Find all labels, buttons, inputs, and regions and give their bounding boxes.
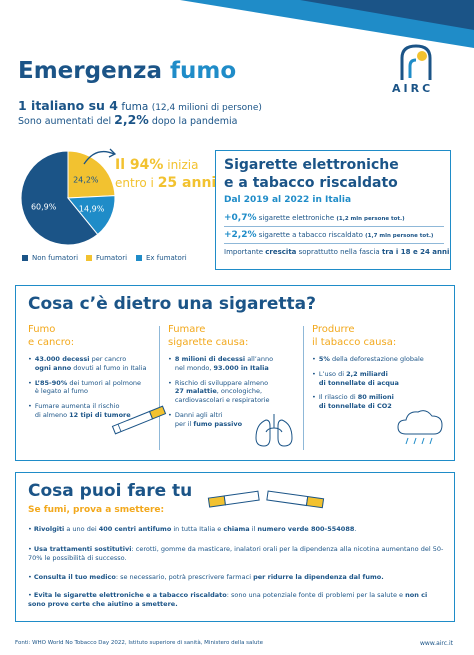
c3-i3-b: 80 milioni (357, 393, 394, 402)
legend-non-fumatori (22, 254, 78, 262)
col-cancer-heading (28, 324, 164, 349)
col-environment-heading-line2: il tabacco causa: (312, 336, 397, 348)
legend-swatch-fumatori (86, 255, 92, 261)
legend-swatch-ex-fumatori (136, 255, 142, 261)
callout-pct: Il 94% (115, 157, 164, 173)
c2-i3-t: Danni agli altri (174, 410, 223, 419)
do-i2-b: Usa trattamenti sostitutivi (33, 545, 132, 553)
do-i3-t: : se necessario, potrà prescrivere farmaci (115, 573, 252, 581)
stat-smokers-bold: 1 italiano su 4 (18, 98, 118, 113)
c2-i3-b: fumo passivo (193, 419, 243, 428)
stat-increase-post: dopo la pandemia (151, 116, 238, 127)
ecig-row3-pre: Importante (224, 248, 264, 256)
page-title (18, 58, 236, 84)
cigarette-icon (108, 404, 170, 436)
list-item: • Il rilascio di 80 milioni di tonnellate di CO2 (312, 393, 394, 411)
c1-i3-b: 12 tipi di tumore (69, 410, 131, 419)
do-heading: Cosa puoi fare tu (28, 481, 193, 501)
list-item: • Fumare aumenta il rischio di almeno 12 tipi di tumore (28, 402, 131, 419)
do-i3-b2: per ridurre la dipendenza dal fumo. (253, 573, 384, 581)
do-i1-b4: numero verde 800-554088 (257, 525, 355, 533)
cloud-co2-icon (396, 406, 448, 446)
legend-label-ex-fumatori: Ex fumatori (146, 254, 187, 262)
list-item: • Rivolgiti a uno dei 400 centri antifumo in tutta Italia e chiama il numero verde 800-554088. (28, 525, 357, 533)
title-part1: Emergenza (18, 58, 162, 84)
pie-slice-fumatori-label: 24,2% (73, 175, 99, 185)
ecig-row3 (224, 248, 449, 256)
do-i4-b: Evita le sigarette elettroniche e a tabacco riscaldato (33, 591, 227, 599)
ecig-title-line2: e a tabacco riscaldato (224, 174, 398, 191)
col-health-heading-line1: Fumare (168, 324, 206, 335)
ecig-row1-text: sigarette elettroniche (258, 214, 335, 222)
c2-i2-t3: cardiovascolari e respiratorie (174, 396, 270, 405)
legend-label-non-fumatori: Non fumatori (32, 254, 79, 262)
ecig-title (224, 157, 399, 192)
stat-increase-pre: Sono aumentati del (18, 116, 112, 127)
column-divider-2 (303, 326, 304, 450)
col-environment-heading (312, 324, 448, 349)
c1-i1-t: per cancro (91, 355, 127, 363)
callout-rest1: inizia (167, 158, 199, 172)
c2-i2-t2: , oncologiche, (216, 387, 263, 396)
ecig-row2-small: (1,7 mln persone tot.) (365, 233, 434, 239)
list-item: • 5% della deforestazione globale (312, 355, 424, 363)
c1-i3-t2: di almeno (34, 410, 68, 419)
footer-sources: Fonti: WHO World No Tobacco Day 2022, Istituto superiore di sanità, Ministero della salute (15, 640, 263, 646)
do-i1-t4: . (354, 525, 357, 533)
title-part2: fumo (169, 58, 237, 84)
ecig-divider-1 (224, 226, 444, 227)
stat-smokers-small: (12,4 milioni di persone) (151, 103, 262, 113)
list-item: • 8 milioni di decessi all’anno nel mondo, 93.000 in Italia (168, 355, 274, 372)
list-item: • Danni agli altri per il fumo passivo (168, 410, 243, 428)
c1-i2-b: L’85-90% (34, 378, 68, 387)
c1-i1-t2: dovuti al fumo in Italia (73, 363, 147, 372)
c2-i2-b: 27 malattie (174, 387, 217, 396)
footer-website[interactable]: www.airc.it (420, 640, 453, 647)
c3-i3-t: Il rilascio di (318, 393, 356, 402)
legend-fumatori (86, 254, 127, 262)
list-item: • Usa trattamenti sostitutivi: cerotti, gomme da masticare, inalatori orali per la dipendenza alla nicotina aumentano del 50-70% le possibilità di successo. (28, 545, 444, 562)
col-health-heading (168, 324, 304, 349)
c1-i2-t: dei tumori al polmone (69, 378, 142, 387)
c2-i1-t2: nel mondo, (174, 363, 212, 372)
c3-i2-b2: di tonnellate di acqua (318, 378, 399, 387)
ecig-row3-bold2: tra i 18 e 24 anni (381, 248, 450, 256)
stat-increase (18, 112, 238, 127)
ecig-divider-2 (224, 243, 444, 244)
c2-i1-t: all’anno (247, 355, 274, 363)
c1-i2-t2: è legato al fumo (34, 387, 88, 396)
pie-slice-non-fumatori-label: 60,9% (30, 202, 57, 212)
list-item: • Rischio di sviluppare almeno 27 malattie, oncologiche, cardiovascolari e respiratorie (168, 378, 270, 405)
col-cancer-heading-line2: e cancro: (28, 336, 75, 348)
callout-bold2: 25 anni (157, 175, 217, 192)
do-subheading: Se fumi, prova a smettere: (28, 505, 165, 515)
curved-arrow-icon (80, 144, 120, 168)
list-item: • Evita le sigarette elettroniche e a tabacco riscaldato: sono una potenziale fonte di problemi per la salute e non ci sono prove certe che aiutino a smettere. (28, 591, 428, 608)
list-item: • L’uso di 2,2 miliardi di tonnellate di acqua (312, 369, 399, 387)
list-item: • Consulta il tuo medico: se necessario, potrà prescrivere farmaci per ridurre la dipendenza dal fumo. (28, 573, 384, 581)
logo-text: AIRC (392, 82, 434, 95)
stat-smokers-mid: fuma (121, 101, 149, 113)
lungs-icon (252, 410, 296, 450)
pie-slice-ex-fumatori-label: 14,9% (78, 204, 105, 214)
c3-i3-b2: di tonnellate di CO2 (318, 402, 392, 411)
do-i1-t: a uno dei (66, 525, 97, 533)
c2-i3-t2: per il (174, 419, 192, 428)
behind-heading: Cosa c’è dietro una sigaretta? (28, 294, 316, 314)
pie-callout (115, 156, 216, 192)
list-item: • 43.000 decessi per cancro ogni anno dovuti al fumo in Italia (28, 355, 147, 372)
do-i1-t2: in tutta Italia e (173, 525, 222, 533)
col-health-heading-line2: sigarette causa: (168, 336, 249, 348)
broken-cigarette-icon (201, 487, 331, 515)
ecig-row1-pct: +0,7% (224, 213, 257, 223)
legend-swatch-non-fumatori (22, 255, 28, 261)
col-cancer-heading-line1: Fumo (28, 324, 56, 335)
list-item: • L’85-90% dei tumori al polmone è legato al fumo (28, 378, 142, 396)
ecig-row2-pct: +2,2% (224, 230, 257, 240)
c3-i1-b: 5% (318, 355, 330, 363)
ecig-row3-mid: soprattutto nella fascia (298, 248, 380, 256)
ecig-row1 (224, 213, 405, 223)
do-i3-b: Consulta il tuo medico (33, 573, 116, 581)
do-i1-b3: chiama (223, 525, 250, 533)
c1-i1-b2: ogni anno (34, 363, 72, 372)
legend-ex-fumatori (136, 254, 187, 262)
c2-i1-b2: 93.000 in Italia (213, 363, 269, 372)
ecig-row2 (224, 230, 433, 240)
what-you-can-do-section (15, 472, 455, 622)
c1-i1-b: 43.000 decessi (34, 355, 90, 363)
ecig-row1-small: (1,2 mln persone tot.) (336, 216, 405, 222)
c3-i1-t: della deforestazione globale (331, 355, 424, 363)
c1-i3-t: Fumare aumenta il rischio (34, 402, 120, 411)
ecig-row2-text: sigarette a tabacco riscaldato (258, 231, 363, 239)
ecig-subtitle: Dal 2019 al 2022 in Italia (224, 195, 352, 205)
c2-i2-t: Rischio di sviluppare almeno (174, 378, 269, 387)
legend-label-fumatori: Fumatori (96, 254, 128, 262)
behind-cigarette-section (15, 285, 455, 461)
do-i4-b2: non ci sono prove certe che aiutino a smettere. (28, 591, 428, 608)
c3-i2-t: L’uso di (318, 369, 345, 378)
ecig-row3-bold: crescita (265, 248, 297, 256)
c3-i2-b: 2,2 miliardi (346, 369, 388, 378)
callout-rest2: entro i (115, 176, 154, 191)
do-i2-t: : cerotti, gomme da masticare, inalatori orali per la dipendenza alla nicotina aumentano del 50-70% le possibilità di successo. (28, 545, 444, 562)
col-environment (312, 324, 448, 417)
do-i1-t3: il (251, 525, 256, 533)
ecig-title-line1: Sigarette elettroniche (224, 157, 399, 173)
do-i4-t: : sono una potenziale fonte di problemi per la salute e (226, 591, 404, 599)
do-i1-b: Rivolgiti (33, 525, 65, 533)
do-i1-b2: 400 centri antifumo (98, 525, 172, 533)
c2-i1-b: 8 milioni di decessi (174, 355, 246, 363)
ecig-box (215, 150, 451, 270)
stat-increase-bold: 2,2% (114, 112, 149, 127)
col-environment-heading-line1: Produrre (312, 324, 355, 335)
airc-logo-icon (398, 42, 434, 82)
stat-smokers (18, 98, 262, 113)
